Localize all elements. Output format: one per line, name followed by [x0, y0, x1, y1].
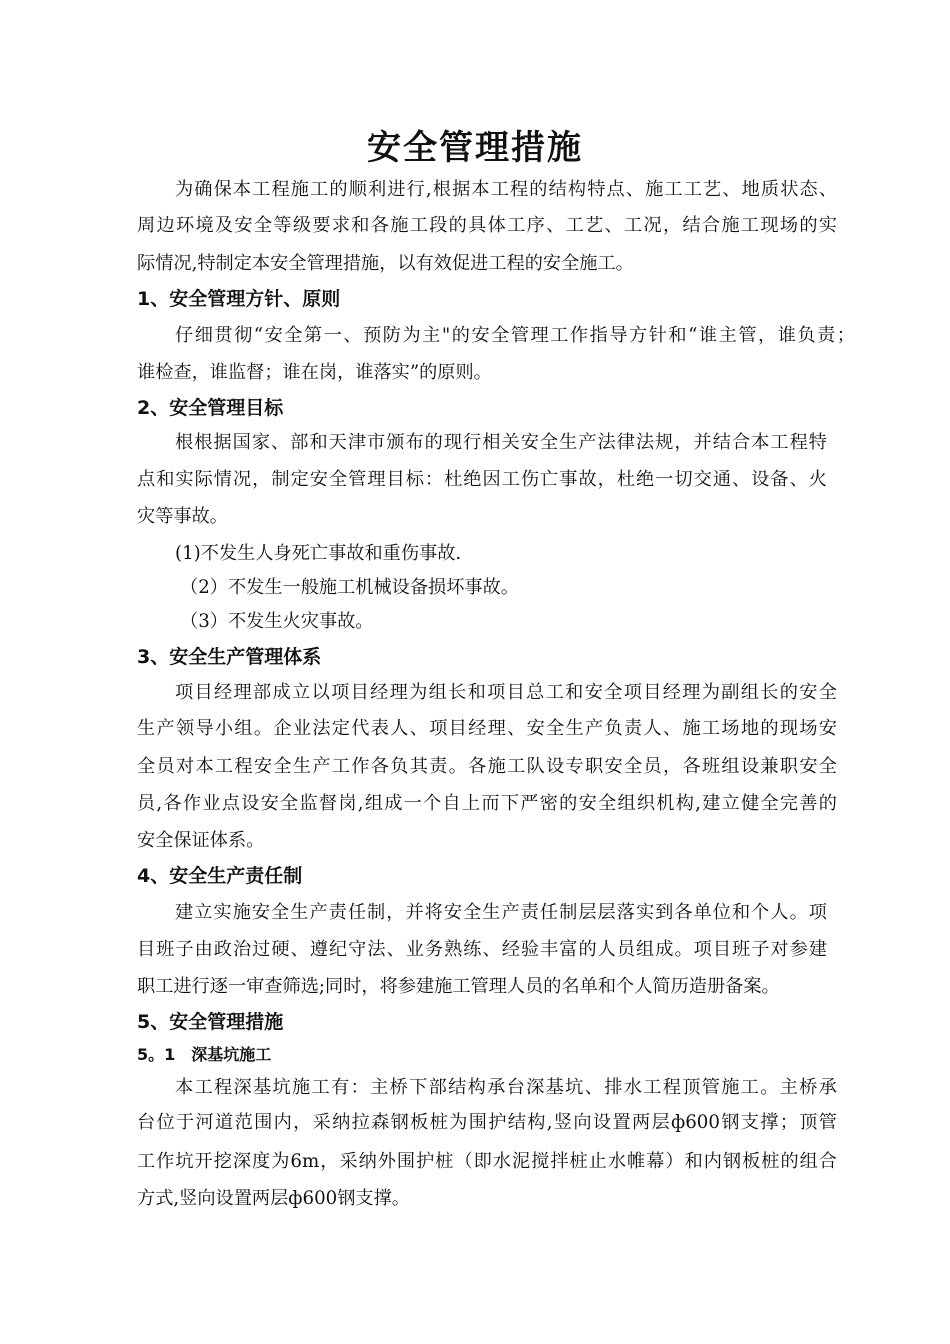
- section-2-line-3: 灾等事故。: [137, 506, 228, 527]
- intro-line-1: 为确保本工程施工的顺利进行,根据本工程的结构特点、施工工艺、地质状态、: [175, 179, 837, 200]
- section-2-line-2: 点和实际情况，制定安全管理目标：杜绝因工伤亡事故，杜绝一切交通、设备、火: [137, 469, 827, 490]
- section-2-item-3: （3）不发生火灾事故。: [180, 611, 374, 632]
- section-5-line-1: 本工程深基坑施工有：主桥下部结构承台深基坑、排水工程顶管施工。主桥承: [175, 1077, 837, 1098]
- section-3-line-5: 安全保证体系。: [137, 830, 265, 851]
- section-5-heading: 5、安全管理措施: [137, 1011, 284, 1033]
- section-4-line-3: 职工进行逐一审查筛选;同时，将参建施工管理人员的名单和个人简历造册备案。: [137, 976, 780, 997]
- section-4-heading: 4、安全生产责任制: [137, 865, 303, 887]
- section-2-item-1: (1)不发生人身死亡事故和重伤事故.: [175, 543, 462, 564]
- section-2-heading: 2、安全管理目标: [137, 397, 284, 419]
- section-3-heading: 3、安全生产管理体系: [137, 646, 322, 668]
- section-5-line-4: 方式,竖向设置两层ф600钢支撑。: [137, 1188, 410, 1209]
- intro-line-3: 际情况,特制定本安全管理措施，以有效促进工程的安全施工。: [137, 253, 634, 274]
- document-title: 安全管理措施: [367, 128, 583, 168]
- section-1-line-2: 谁检查，谁监督；谁在岗，谁落实”的原则。: [137, 362, 492, 383]
- section-3-line-1: 项目经理部成立以项目经理为组长和项目总工和安全项目经理为副组长的安全: [175, 682, 837, 703]
- section-2-item-2: （2）不发生一般施工机械设备损坏事故。: [180, 577, 519, 598]
- section-1-heading: 1、安全管理方针、原则: [137, 288, 341, 310]
- section-1-line-1: 仔细贯彻“安全第一、预防为主"的安全管理工作指导方针和“谁主管，谁负责；: [175, 325, 855, 346]
- section-4-line-2: 目班子由政治过硬、遵纪守法、业务熟练、经验丰富的人员组成。项目班子对参建: [137, 939, 827, 960]
- section-5-line-2: 台位于河道范围内，采纳拉森钢板桩为围护结构,竖向设置两层ф600钢支撑；顶管: [137, 1112, 837, 1133]
- section-3-line-4: 员,各作业点设安全监督岗,组成一个自上而下严密的安全组织机构,建立健全完善的: [137, 793, 837, 814]
- intro-line-2: 周边环境及安全等级要求和各施工段的具体工序、工艺、工况，结合施工现场的实: [137, 215, 837, 236]
- section-3-line-2: 生产领导小组。企业法定代表人、项目经理、安全生产负责人、施工场地的现场安: [137, 718, 837, 739]
- section-5-1-subheading: 5。1 深基坑施工: [137, 1045, 272, 1064]
- section-4-line-1: 建立实施安全生产责任制，并将安全生产责任制层层落实到各单位和个人。项: [175, 902, 827, 923]
- section-5-line-3: 工作坑开挖深度为6m，采纳外围护桩（即水泥搅拌桩止水帷幕）和内钢板桩的组合: [137, 1151, 837, 1172]
- section-2-line-1: 根根据国家、部和天津市颁布的现行相关安全生产法律法规，并结合本工程特: [175, 432, 827, 453]
- section-3-line-3: 全员对本工程安全生产工作各负其责。各施工队设专职安全员，各班组设兼职安全: [137, 756, 837, 777]
